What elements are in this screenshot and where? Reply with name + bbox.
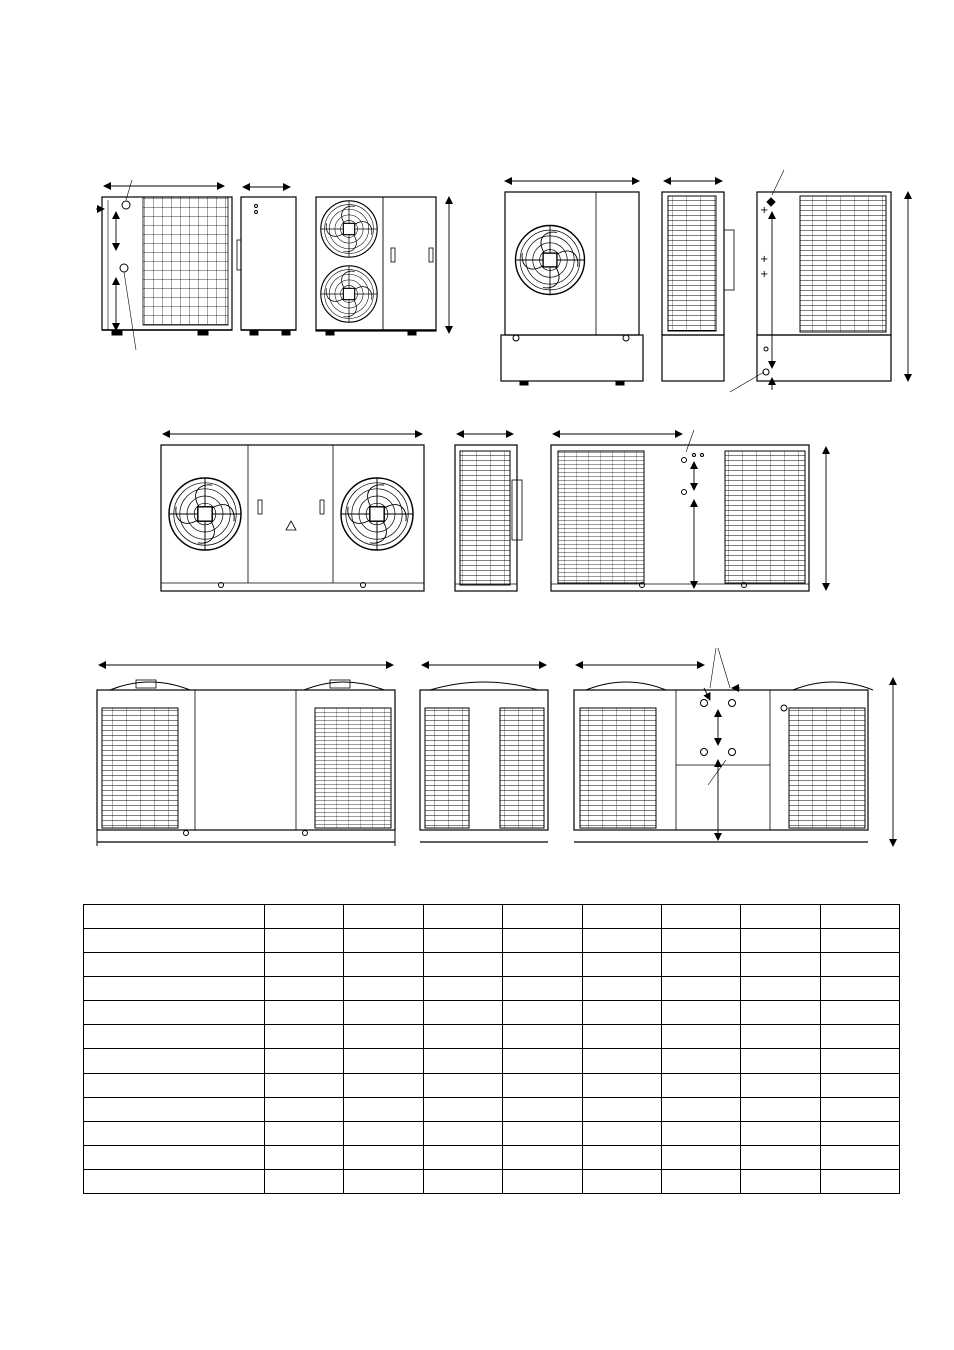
table-cell	[820, 1073, 899, 1097]
table-cell	[582, 953, 661, 977]
table-cell	[423, 1001, 502, 1025]
table-cell	[423, 1121, 502, 1145]
table-row	[84, 1097, 900, 1121]
table-cell	[84, 1169, 265, 1193]
table-cell	[820, 1025, 899, 1049]
table-cell	[265, 1145, 344, 1169]
table-cell	[344, 953, 423, 977]
medium-unit-views	[501, 170, 908, 392]
table-cell	[344, 1073, 423, 1097]
table-cell	[84, 1025, 265, 1049]
table-cell	[661, 1097, 740, 1121]
table-row	[84, 1001, 900, 1025]
table-cell	[423, 929, 502, 953]
table-cell	[423, 1145, 502, 1169]
table-cell	[503, 977, 582, 1001]
table-cell	[820, 1001, 899, 1025]
table-row	[84, 1121, 900, 1145]
table-cell	[582, 977, 661, 1001]
table-cell	[582, 1145, 661, 1169]
table-cell	[344, 1145, 423, 1169]
large-unit-views	[161, 430, 826, 591]
table-cell	[503, 1049, 582, 1073]
table-cell	[582, 1169, 661, 1193]
table-cell	[265, 977, 344, 1001]
svg-text:+: +	[760, 269, 769, 280]
table-cell	[423, 977, 502, 1001]
table-cell	[503, 929, 582, 953]
table-cell	[84, 953, 265, 977]
table-cell	[741, 953, 820, 977]
table-cell	[423, 1049, 502, 1073]
table-cell	[741, 1121, 820, 1145]
table-cell	[265, 1121, 344, 1145]
table-cell	[582, 1097, 661, 1121]
table-cell	[582, 1049, 661, 1073]
table-cell	[820, 1097, 899, 1121]
table-cell	[503, 905, 582, 929]
table-cell	[820, 1145, 899, 1169]
table-cell	[84, 1145, 265, 1169]
table-cell	[661, 1169, 740, 1193]
table-cell	[820, 929, 899, 953]
table-cell	[503, 1073, 582, 1097]
table-cell	[344, 1025, 423, 1049]
small-unit-views	[96, 180, 449, 350]
table-cell	[423, 1073, 502, 1097]
table-cell	[84, 929, 265, 953]
table-cell	[582, 1001, 661, 1025]
table-cell	[661, 977, 740, 1001]
table-cell	[741, 905, 820, 929]
table-cell	[265, 953, 344, 977]
table-cell	[741, 977, 820, 1001]
table-cell	[344, 1049, 423, 1073]
table-cell	[265, 929, 344, 953]
table-cell	[661, 1073, 740, 1097]
dimensions-table	[83, 904, 900, 1194]
table-cell	[265, 1025, 344, 1049]
table-cell	[582, 929, 661, 953]
table-cell	[582, 1073, 661, 1097]
svg-text:+: +	[760, 205, 769, 216]
table-cell	[503, 953, 582, 977]
table-cell	[265, 1073, 344, 1097]
table-cell	[265, 1001, 344, 1025]
table-cell	[741, 1025, 820, 1049]
table-cell	[820, 977, 899, 1001]
table-cell	[820, 1049, 899, 1073]
table-cell	[503, 1097, 582, 1121]
table-cell	[265, 1049, 344, 1073]
table-cell	[661, 1121, 740, 1145]
table-cell	[741, 1001, 820, 1025]
table-cell	[265, 905, 344, 929]
table-cell	[344, 905, 423, 929]
table-cell	[84, 1121, 265, 1145]
table-cell	[84, 977, 265, 1001]
table-cell	[84, 905, 265, 929]
table-cell	[344, 977, 423, 1001]
table-cell	[661, 1025, 740, 1049]
table-cell	[265, 1097, 344, 1121]
table-cell	[84, 1097, 265, 1121]
table-cell	[661, 905, 740, 929]
svg-text:+: +	[760, 254, 769, 265]
table-row	[84, 905, 900, 929]
xl-unit-views	[97, 648, 893, 846]
table-cell	[661, 1001, 740, 1025]
table-cell	[423, 953, 502, 977]
table-row	[84, 929, 900, 953]
table-cell	[741, 1073, 820, 1097]
table-cell	[344, 929, 423, 953]
table-cell	[661, 1145, 740, 1169]
table-cell	[661, 953, 740, 977]
table-cell	[582, 1025, 661, 1049]
table-row	[84, 1073, 900, 1097]
table-cell	[741, 929, 820, 953]
table-row	[84, 1145, 900, 1169]
table-cell	[423, 1169, 502, 1193]
table-cell	[820, 1121, 899, 1145]
table-cell	[84, 1073, 265, 1097]
table-cell	[423, 1097, 502, 1121]
table-cell	[344, 1169, 423, 1193]
table-cell	[344, 1121, 423, 1145]
table-cell	[423, 1025, 502, 1049]
table-cell	[741, 1145, 820, 1169]
table-cell	[582, 1121, 661, 1145]
table-row	[84, 953, 900, 977]
table-cell	[820, 953, 899, 977]
table-cell	[661, 929, 740, 953]
table-cell	[84, 1001, 265, 1025]
table-cell	[503, 1025, 582, 1049]
table-cell	[820, 1169, 899, 1193]
table-cell	[423, 905, 502, 929]
table-cell	[265, 1169, 344, 1193]
table-cell	[741, 1049, 820, 1073]
table-row	[84, 977, 900, 1001]
table-cell	[503, 1001, 582, 1025]
table-row	[84, 1049, 900, 1073]
table-row	[84, 1169, 900, 1193]
table-cell	[741, 1097, 820, 1121]
table-cell	[344, 1001, 423, 1025]
table-cell	[503, 1145, 582, 1169]
table-row	[84, 1025, 900, 1049]
table-cell	[582, 905, 661, 929]
table-cell	[84, 1049, 265, 1073]
table-cell	[503, 1169, 582, 1193]
table-cell	[741, 1169, 820, 1193]
table-cell	[344, 1097, 423, 1121]
table-cell	[820, 905, 899, 929]
table-cell	[661, 1049, 740, 1073]
table-cell	[503, 1121, 582, 1145]
